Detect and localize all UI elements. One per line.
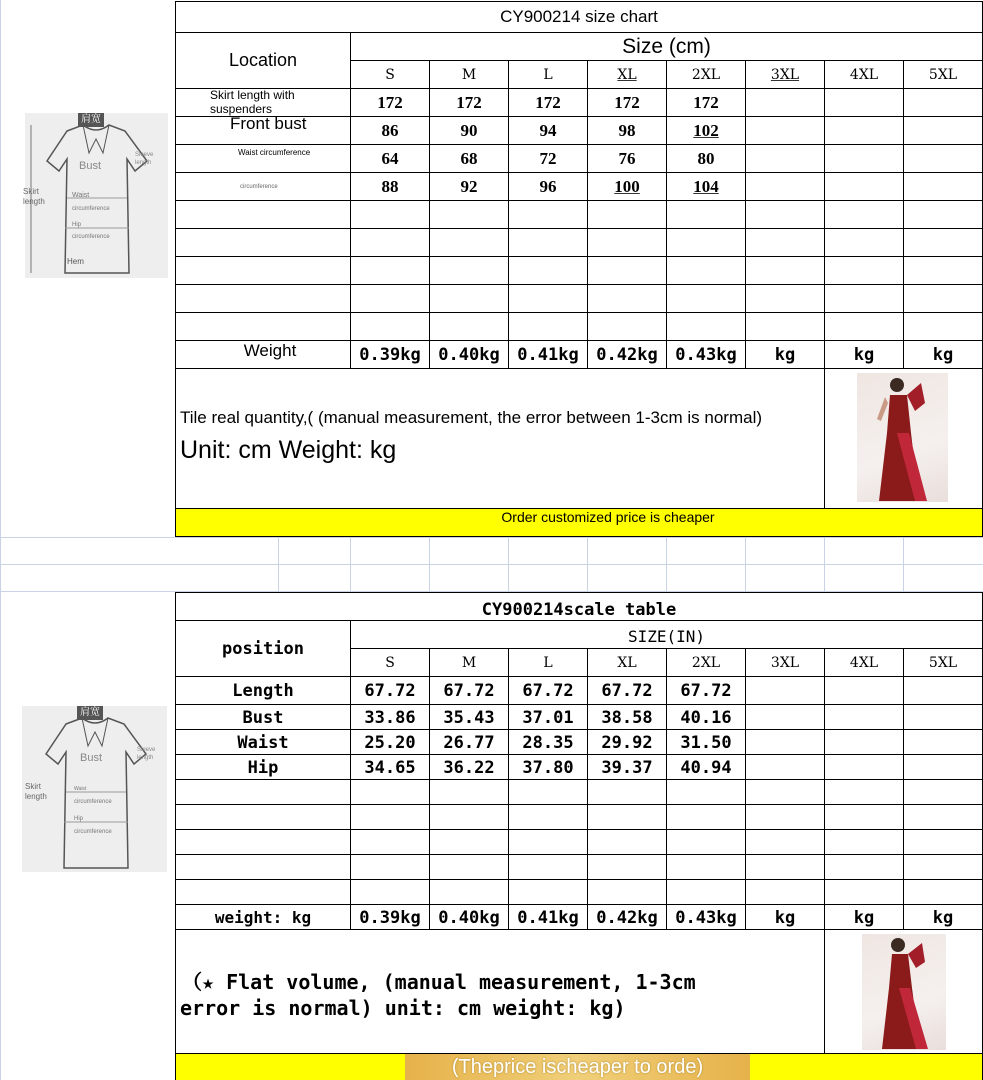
cm-value: 90	[460, 120, 478, 140]
footer-text: (Theprice ischeaper to orde)	[451, 1055, 704, 1078]
in-value: 31.50	[680, 732, 732, 753]
sketch-sleeve-label: Sleeve length	[137, 747, 156, 761]
in-value: 37.80	[522, 757, 574, 778]
in-value: 67.72	[364, 680, 416, 701]
in-value: 67.72	[443, 680, 495, 701]
weight-value: 0.40kg	[438, 907, 500, 928]
sketch-circ-label: circumference	[74, 799, 112, 805]
size-in-header: SIZE(IN)	[627, 627, 706, 646]
red-gown-model-icon	[857, 373, 948, 502]
red-gown-model-icon	[862, 934, 946, 1050]
sketch-hem-label: Hem	[67, 257, 84, 266]
flat-volume-note: （★ Flat volume, (manual measurement, 1-3cm	[182, 970, 696, 994]
sketch-shoulder-label: 肩宽	[78, 113, 104, 127]
row-label-bust: Bust	[242, 707, 284, 728]
cm-value: 104	[693, 176, 719, 196]
size-header-5xl: 5XL	[928, 66, 958, 83]
in-value: 37.01	[522, 707, 574, 728]
in-value: 33.86	[364, 707, 416, 728]
unit-note: error is normal) unit: cm weight: kg)	[180, 996, 626, 1020]
in-value: 38.58	[601, 707, 653, 728]
in-value: 40.16	[680, 707, 732, 728]
size-header-m: M	[461, 66, 477, 83]
size-header-2xl: 2XL	[691, 66, 721, 83]
weight-value: kg	[932, 344, 954, 365]
in-value: 67.72	[601, 680, 653, 701]
size-header-l: L	[543, 66, 553, 83]
sketch-hipcirc-label: circumference	[74, 829, 112, 835]
scale-table-title: CY900214scale table	[481, 599, 677, 620]
cm-value: 96	[539, 176, 557, 196]
size-header-3xl: 3XL	[770, 654, 800, 671]
dress-measurement-sketch	[25, 113, 168, 278]
cm-value: 92	[460, 176, 478, 196]
sketch-hipcirc-label: circumference	[72, 234, 110, 240]
footer-text: Order customized price is cheaper	[501, 509, 715, 525]
row-label-waist: Waist circumference	[238, 148, 311, 157]
cm-value: 102	[693, 120, 719, 140]
cm-value: 100	[614, 176, 640, 196]
chart-title: CY900214 size chart	[500, 7, 658, 26]
sketch-skirt-label: Skirt length	[25, 782, 47, 801]
sketch-sleeve-label: Sleeve length	[135, 152, 154, 166]
cm-value: 72	[539, 148, 557, 168]
sketch-hip-label: Hip	[74, 816, 84, 822]
row-label-front-bust: Front bust	[230, 114, 307, 133]
weight-value: kg	[774, 907, 796, 928]
in-value: 26.77	[443, 732, 495, 753]
in-value: 34.65	[364, 757, 416, 778]
size-header-l: L	[543, 654, 553, 671]
cm-value: 68	[460, 148, 478, 168]
size-header-5xl: 5XL	[928, 654, 958, 671]
in-value: 67.72	[522, 680, 574, 701]
size-header-4xl: 4XL	[849, 654, 879, 671]
size-header-m: M	[461, 654, 477, 671]
row-label-hip: Hip	[247, 757, 279, 778]
cm-value: 64	[381, 148, 399, 168]
sketch-waist-label: Waist	[74, 786, 87, 792]
weight-value: kg	[853, 344, 875, 365]
weight-value: 0.39kg	[359, 907, 421, 928]
cm-value: 76	[618, 148, 636, 168]
size-header-xl: XL	[617, 654, 637, 671]
in-value: 29.92	[601, 732, 653, 753]
sketch-circ-label: circumference	[72, 206, 110, 212]
weight-value: 0.40kg	[438, 344, 500, 365]
sketch-waist-label: Waist	[72, 192, 90, 199]
weight-value: 0.41kg	[517, 907, 579, 928]
in-value: 35.43	[443, 707, 495, 728]
sketch-bust-label: Bust	[79, 160, 102, 172]
weight-value: 0.43kg	[675, 907, 737, 928]
cm-value: 172	[614, 92, 640, 112]
in-value: 39.37	[601, 757, 653, 778]
sketch-hip-label: Hip	[72, 222, 82, 228]
weight-label: weight: kg	[214, 908, 312, 927]
in-value: 25.20	[364, 732, 416, 753]
cm-value: 86	[381, 120, 399, 140]
measurement-note: Tile real quantity,( (manual measurement, the error between 1-3cm is normal)	[180, 408, 763, 427]
product-photo	[862, 934, 946, 1050]
weight-label: Weight	[243, 341, 297, 360]
size-header-2xl: 2XL	[691, 654, 721, 671]
cm-value: 88	[381, 176, 399, 196]
sketch-skirt-label: Skirt length	[23, 187, 45, 206]
row-label-circumference: circumference	[240, 184, 278, 190]
cm-value: 80	[697, 148, 715, 168]
row-label-skirt-length: Skirt length with suspenders	[210, 88, 295, 116]
weight-value: 0.42kg	[596, 907, 658, 928]
in-value: 40.94	[680, 757, 732, 778]
cm-value: 98	[618, 120, 636, 140]
product-photo	[857, 373, 948, 502]
weight-value: 0.43kg	[675, 344, 737, 365]
row-label-waist: Waist	[237, 732, 289, 753]
location-header: Location	[228, 50, 298, 70]
size-header-4xl: 4XL	[849, 66, 879, 83]
cm-value: 172	[535, 92, 561, 112]
cm-value: 172	[456, 92, 482, 112]
size-cm-header: Size (cm)	[622, 34, 711, 58]
in-value: 36.22	[443, 757, 495, 778]
in-value: 67.72	[680, 680, 732, 701]
size-header-s: S	[385, 66, 395, 83]
cm-value: 172	[377, 92, 403, 112]
weight-value: 0.39kg	[359, 344, 421, 365]
sketch-shoulder-label: 肩宽	[77, 706, 103, 720]
weight-value: kg	[932, 907, 954, 928]
unit-line: Unit: cm Weight: kg	[180, 436, 397, 464]
position-header: position	[222, 638, 304, 659]
weight-value: kg	[774, 344, 796, 365]
weight-value: 0.42kg	[596, 344, 658, 365]
weight-value: kg	[853, 907, 875, 928]
row-label-length: Length	[232, 680, 294, 701]
size-header-3xl: 3XL	[770, 66, 800, 83]
size-header-xl: XL	[617, 66, 637, 83]
size-header-s: S	[385, 654, 395, 671]
in-value: 28.35	[522, 732, 574, 753]
sketch-bust-label: Bust	[80, 752, 103, 764]
weight-value: 0.41kg	[517, 344, 579, 365]
cm-value: 172	[693, 92, 719, 112]
dress-measurement-sketch	[22, 706, 167, 872]
cm-value: 94	[539, 120, 557, 140]
